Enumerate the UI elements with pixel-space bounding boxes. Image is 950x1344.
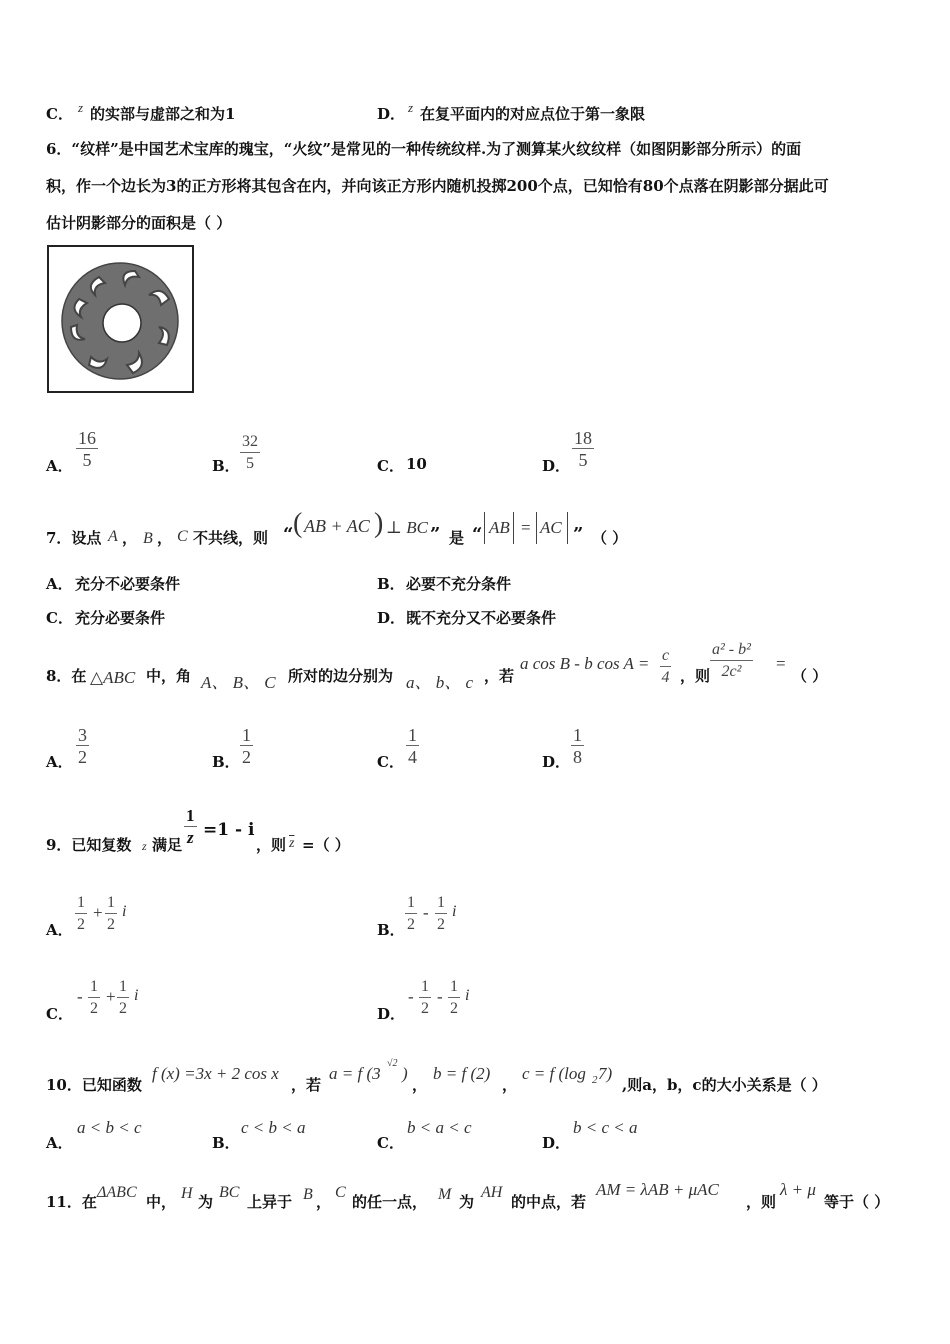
q10-option-c-expr: b < a < c [407, 1118, 472, 1137]
fire-pattern-figure [47, 245, 194, 393]
q8-angles: A、 B、 C [201, 673, 276, 692]
q10-b-def: b = f (2) [433, 1064, 491, 1083]
q8-condition-fraction [660, 646, 671, 689]
q7-point-c: C [177, 528, 188, 545]
q11-segment-ah: AH [481, 1184, 503, 1201]
q8-option-c-label: C． [377, 753, 404, 771]
q8-prefix: 8．在 [46, 667, 87, 685]
q9-option-d-half-2 [448, 977, 460, 1020]
q5-option-c-text: 的实部与虚部之和为1 [90, 105, 236, 123]
q11-point-c: C [335, 1184, 346, 1201]
denominator: 2 [90, 1000, 98, 1017]
q7-left-paren: ( [293, 508, 303, 539]
q7-mid-text: 不共线，则 [193, 529, 269, 547]
q8-option-b-label: B． [212, 753, 240, 771]
q7-equals: = [521, 518, 531, 537]
numerator: 1 [405, 893, 417, 914]
q5-option-d-var: z [408, 100, 414, 115]
denominator: 5 [82, 450, 92, 470]
q9-option-b-half-1 [405, 893, 417, 936]
q9-then: ，则 [256, 836, 287, 854]
q11-point-b: B [303, 1186, 313, 1203]
q10-option-a-expr: a < b < c [77, 1118, 142, 1137]
q7-point-b: B [143, 530, 153, 547]
q11-prefix: 11．在 [46, 1193, 97, 1211]
denominator: z [186, 828, 194, 847]
q9-option-c-label: C． [46, 1005, 73, 1023]
q7-expr-sum: AB + AC [304, 516, 370, 536]
q11-t7: 的中点，若 [511, 1193, 587, 1211]
q7-option-a-label: A． [46, 575, 73, 593]
q8-triangle: △ABC [90, 668, 136, 687]
q5-option-d-text: 在复平面内的对应点位于第一象限 [420, 105, 646, 123]
q10-option-c-label: C． [377, 1134, 404, 1152]
q9-option-c-half-2 [117, 977, 129, 1020]
denominator: 2 [107, 916, 115, 933]
q11-triangle: ΔABC [97, 1184, 137, 1201]
q8-answer-paren: （ ） [792, 667, 828, 685]
q7-is: 是 [449, 529, 465, 547]
denominator: 2 [242, 747, 251, 767]
q9-option-c-half-1 [88, 977, 100, 1020]
q8-option-a-label: A． [46, 753, 73, 771]
q10-tail: ,则a，b，c的大小关系是（ ） [622, 1076, 827, 1094]
q7-comma-2: ， [157, 529, 173, 547]
q11-t3: 上异于 [247, 1193, 293, 1211]
q11-t9: 等于（ ） [824, 1193, 890, 1211]
q9-z-conjugate: $\overline{z}$ [289, 836, 295, 851]
q11-sum: λ + μ [780, 1180, 816, 1199]
q8-option-c-fraction [406, 725, 419, 768]
numerator: 1 [242, 725, 251, 745]
q8-mid2: 所对的边分别为 [288, 667, 394, 685]
q6-option-d-fraction [572, 428, 594, 471]
numerator: 3 [78, 725, 87, 745]
q7-close-quote-2: ” [573, 524, 584, 545]
q9-option-c-sign: - [77, 987, 83, 1006]
q7-option-c-label: C． [46, 609, 73, 627]
numerator: 1 [573, 725, 582, 745]
q9-prefix: 9．已知复数 [46, 836, 132, 854]
q7-prefix: 7．设点 [46, 529, 102, 547]
q10-a-close: ) [402, 1064, 408, 1083]
q6-option-d-label: D． [542, 457, 571, 475]
q10-c-def: c = f (log [522, 1064, 586, 1083]
denominator: 2 [437, 916, 445, 933]
q10-option-d-label: D． [542, 1134, 571, 1152]
abs-bar [484, 512, 485, 544]
q8-equals: = [776, 654, 786, 673]
numerator: 1 [105, 893, 117, 914]
numerator: a² - b² [710, 640, 753, 661]
q9-equals-paren: =（ ） [302, 836, 350, 854]
q6-option-c-text: 10 [406, 455, 427, 473]
q8-option-d-label: D． [542, 753, 571, 771]
q10-prefix: 10．已知函数 [46, 1076, 142, 1094]
numerator: c [660, 646, 671, 667]
q11-vector-expr: AM = λAB + μAC [596, 1180, 719, 1199]
numerator: 32 [240, 432, 260, 453]
q11-t1: 中， [146, 1193, 177, 1211]
denominator: 5 [246, 455, 254, 472]
numerator: 16 [78, 428, 96, 448]
q9-option-b-i: i [452, 903, 457, 920]
q11-t4: ， [316, 1193, 332, 1211]
q7-open-quote-2: “ [472, 524, 483, 545]
q9-option-c-op: + [106, 987, 116, 1006]
q6-stem-line2: 积，作一个边长为3的正方形将其包含在内，并向该正方形内随机投掷200个点，已知恰有80个点落在阴影部分据此可 [46, 177, 829, 195]
denominator: 2 [78, 747, 87, 767]
q7-right-paren: ) [374, 508, 384, 539]
q7-option-c-text: 充分必要条件 [75, 609, 166, 627]
q10-c-log-base: 2 [592, 1074, 598, 1086]
q6-stem-line3: 估计阴影部分的面积是（ ） [46, 214, 232, 232]
q8-target-fraction [710, 640, 753, 683]
q6-stem-line1: 6．“纹样”是中国艺术宝库的瑰宝，“火纹”是常见的一种传统纹样.为了测算某火纹纹样（如图阴影部分所示）的面 [46, 140, 802, 158]
denominator: 2 [119, 1000, 127, 1017]
q9-option-d-op: - [437, 987, 443, 1006]
q10-sep-1: ， [412, 1076, 428, 1094]
q9-rhs: =1 - i [203, 820, 255, 840]
denominator: 4 [408, 747, 417, 767]
q6-option-a-fraction [76, 428, 98, 471]
q5-option-c-var: z [78, 100, 84, 115]
q11-point-h: H [181, 1185, 193, 1202]
numerator: 1 [117, 977, 129, 998]
q10-sep-2: ， [502, 1076, 518, 1094]
denominator: 2 [77, 916, 85, 933]
denominator: 4 [661, 669, 670, 686]
q8-mid3: ，若 [484, 667, 515, 685]
q6-option-b-fraction [240, 432, 260, 475]
q8-mid1: 中，角 [146, 667, 192, 685]
q10-option-b-label: B． [212, 1134, 240, 1152]
q7-option-d-label: D． [377, 609, 406, 627]
q9-option-d-label: D． [377, 1005, 406, 1023]
q7-answer-paren: （ ） [592, 529, 628, 547]
q8-option-b-fraction [240, 725, 253, 768]
q9-option-b-half-2 [435, 893, 447, 936]
q7-expr-ab: AB [489, 518, 510, 537]
q9-option-b-op: - [423, 903, 429, 922]
numerator: 1 [88, 977, 100, 998]
q7-option-d-text: 既不充分又不必要条件 [406, 609, 557, 627]
numerator: 1 [408, 725, 417, 745]
denominator: 2 [421, 1000, 429, 1017]
q10-function: f (x) =3x + 2 cos x [152, 1064, 279, 1083]
q9-option-a-half-1 [75, 893, 87, 936]
q8-sides: a、 b、 c [406, 673, 474, 692]
q11-segment-bc: BC [219, 1184, 240, 1201]
q10-option-d-expr: b < c < a [573, 1118, 638, 1137]
q9-option-b-label: B． [377, 921, 405, 939]
denominator: 2 [407, 916, 415, 933]
q7-option-b-text: 必要不充分条件 [406, 575, 512, 593]
denominator: 2 [450, 1000, 458, 1017]
q10-option-a-label: A． [46, 1134, 73, 1152]
q7-open-quote: “ [283, 524, 294, 545]
abs-bar [567, 512, 568, 544]
numerator: 1 [435, 893, 447, 914]
q10-a-def: a = f (3 [329, 1064, 381, 1083]
q7-option-a-text: 充分不必要条件 [75, 575, 181, 593]
q7-option-b-label: B． [377, 575, 405, 593]
q11-t5: 的任一点， [352, 1193, 428, 1211]
q7-point-a: A [108, 528, 118, 545]
q7-expr-ac: AC [540, 518, 562, 537]
q7-close-quote: ” [430, 524, 441, 545]
q9-option-a-i: i [122, 903, 127, 920]
denominator: 2c² [721, 663, 742, 680]
q9-option-d-half-1 [419, 977, 431, 1020]
abs-bar [513, 512, 514, 544]
q10-mid: ，若 [291, 1076, 322, 1094]
q11-point-m: M [438, 1186, 452, 1203]
q6-option-c-label: C． [377, 457, 404, 475]
q11-t6: 为 [459, 1193, 475, 1211]
numerator: 18 [574, 428, 592, 448]
q9-option-d-i: i [465, 987, 470, 1004]
q5-option-c-label: C． [46, 105, 73, 123]
q11-t2: 为 [198, 1193, 214, 1211]
q9-option-c-i: i [134, 987, 139, 1004]
q9-option-a-op: + [93, 903, 103, 922]
q9-var-z: z [142, 839, 147, 853]
q10-a-exponent: √2 [387, 1058, 398, 1069]
numerator: 1 [186, 806, 195, 825]
abs-bar [536, 512, 537, 544]
q5-option-d-label: D． [377, 105, 406, 123]
denominator: 5 [578, 450, 588, 470]
numerator: 1 [75, 893, 87, 914]
q8-condition: a cos B - b cos A = [520, 654, 650, 673]
q10-c-close: 7) [598, 1064, 613, 1083]
q6-option-a-label: A． [46, 457, 73, 475]
denominator: 8 [573, 747, 582, 767]
q8-then: ，则 [680, 667, 711, 685]
numerator: 1 [448, 977, 460, 998]
q9-reciprocal-fraction [184, 806, 197, 849]
fire-pattern-image [49, 247, 192, 391]
q8-option-a-fraction [76, 725, 89, 768]
q7-comma-1: ， [122, 529, 138, 547]
q11-t8: ，则 [746, 1193, 777, 1211]
q9-option-a-label: A． [46, 921, 73, 939]
q10-option-b-expr: c < b < a [241, 1118, 306, 1137]
q9-option-d-sign: - [408, 987, 414, 1006]
q7-perp-bc: ⊥ BC [386, 518, 428, 537]
q8-option-d-fraction [571, 725, 584, 768]
q9-option-a-half-2 [105, 893, 117, 936]
q6-option-b-label: B． [212, 457, 240, 475]
numerator: 1 [419, 977, 431, 998]
q9-mid: 满足 [152, 836, 183, 854]
